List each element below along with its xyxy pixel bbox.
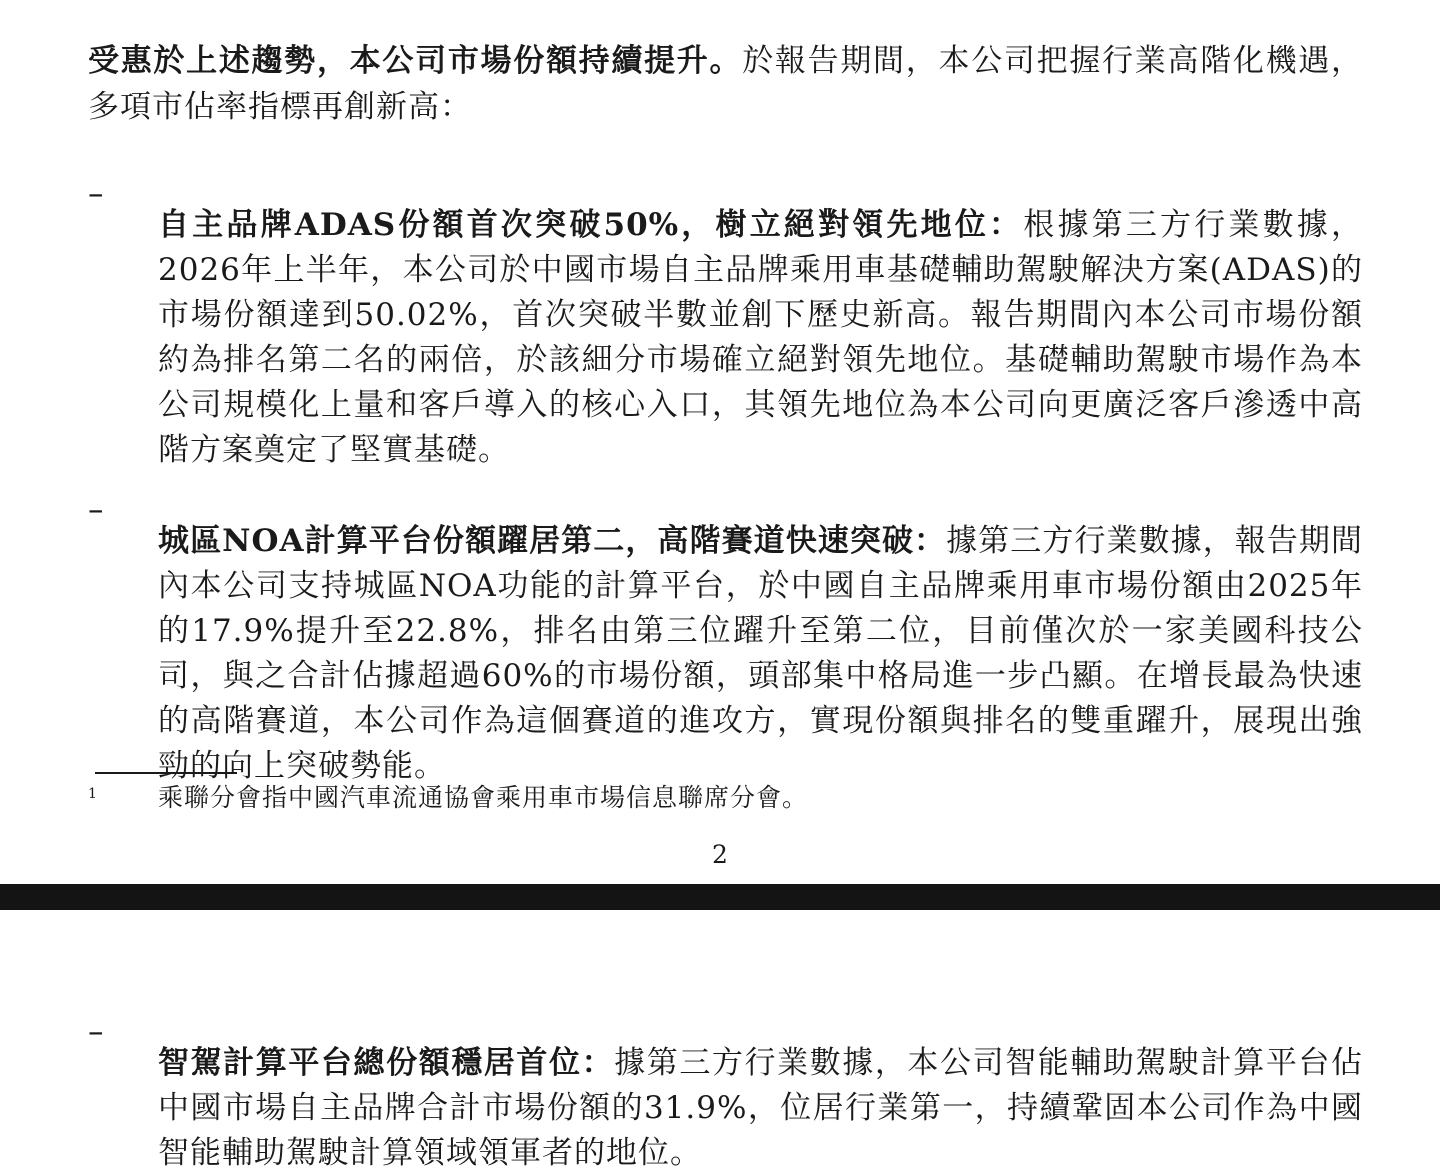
bullet-dash: – [88,492,104,528]
bullet-dash: – [88,1014,104,1050]
bullet-heading: 智駕計算平台總份額穩居首位： [158,1045,615,1081]
document-page-next [0,910,1440,1173]
bullet-heading: 自主品牌ADAS份額首次突破50%，樹立絕對領先地位： [158,207,1024,243]
page-separator [0,884,1440,910]
bullet-body [158,519,1363,789]
bullet-text: 據第三方行業數據，本公司智能輔助駕駛計算平台佔中國市場自主品牌合計市場份額的31.9%，位居行業第一，持續鞏固本公司作為中國智能輔助駕駛計算領域領軍者的地位。 [158,1045,1364,1171]
bullet-dash: – [88,176,104,212]
footnote-divider [95,772,237,774]
footnote-mark: 1 [88,786,97,802]
intro-paragraph [88,38,1363,130]
bullet-body [158,1041,1363,1176]
bullet-body [158,203,1363,473]
bullet-text: 據第三方行業數據，報告期間內本公司支持城區NOA功能的計算平台，於中國自主品牌乘用車市場份額由2025年的17.9%提升至22.8%，排名由第三位躍升至第二位，目前僅次於一家美國科技公司，與之合計佔據超過60%的市場份額，頭部集中格局進一步凸顯。在增長最為快速的高階賽道，本公司作為這個賽道的進攻方，實現份額與排名的雙重躍升，展現出強勁的向上突破勢能。 [158,523,1364,784]
bullet-heading: 城區NOA計算平台份額躍居第二，高階賽道快速突破： [158,523,947,559]
intro-bold-lead: 受惠於上述趨勢，本公司市場份額持續提升。 [88,43,743,79]
bullet-text: 根據第三方行業數據，2026年上半年，本公司於中國市場自主品牌乘用車基礎輔助駕駛解決方案(ADAS)的市場份額達到50.02%，首次突破半數並創下歷史新高。報告期間內本公司市場份額約為排名第二名的兩倍，於該細分市場確立絕對領先地位。基礎輔助駕駛市場作為本公司規模化上量和客戶導入的核心入口，其領先地位為本公司向更廣泛客戶滲透中高階方案奠定了堅實基礎。 [158,207,1364,468]
footnote-text: 乘聯分會指中國汽車流通協會乘用車市場信息聯席分會。 [158,783,809,812]
intro-text: 於報告期間，本公司把握行業高階化機遇，多項市佔率指標再創新高： [88,43,1364,125]
page-number: 2 [712,840,728,869]
